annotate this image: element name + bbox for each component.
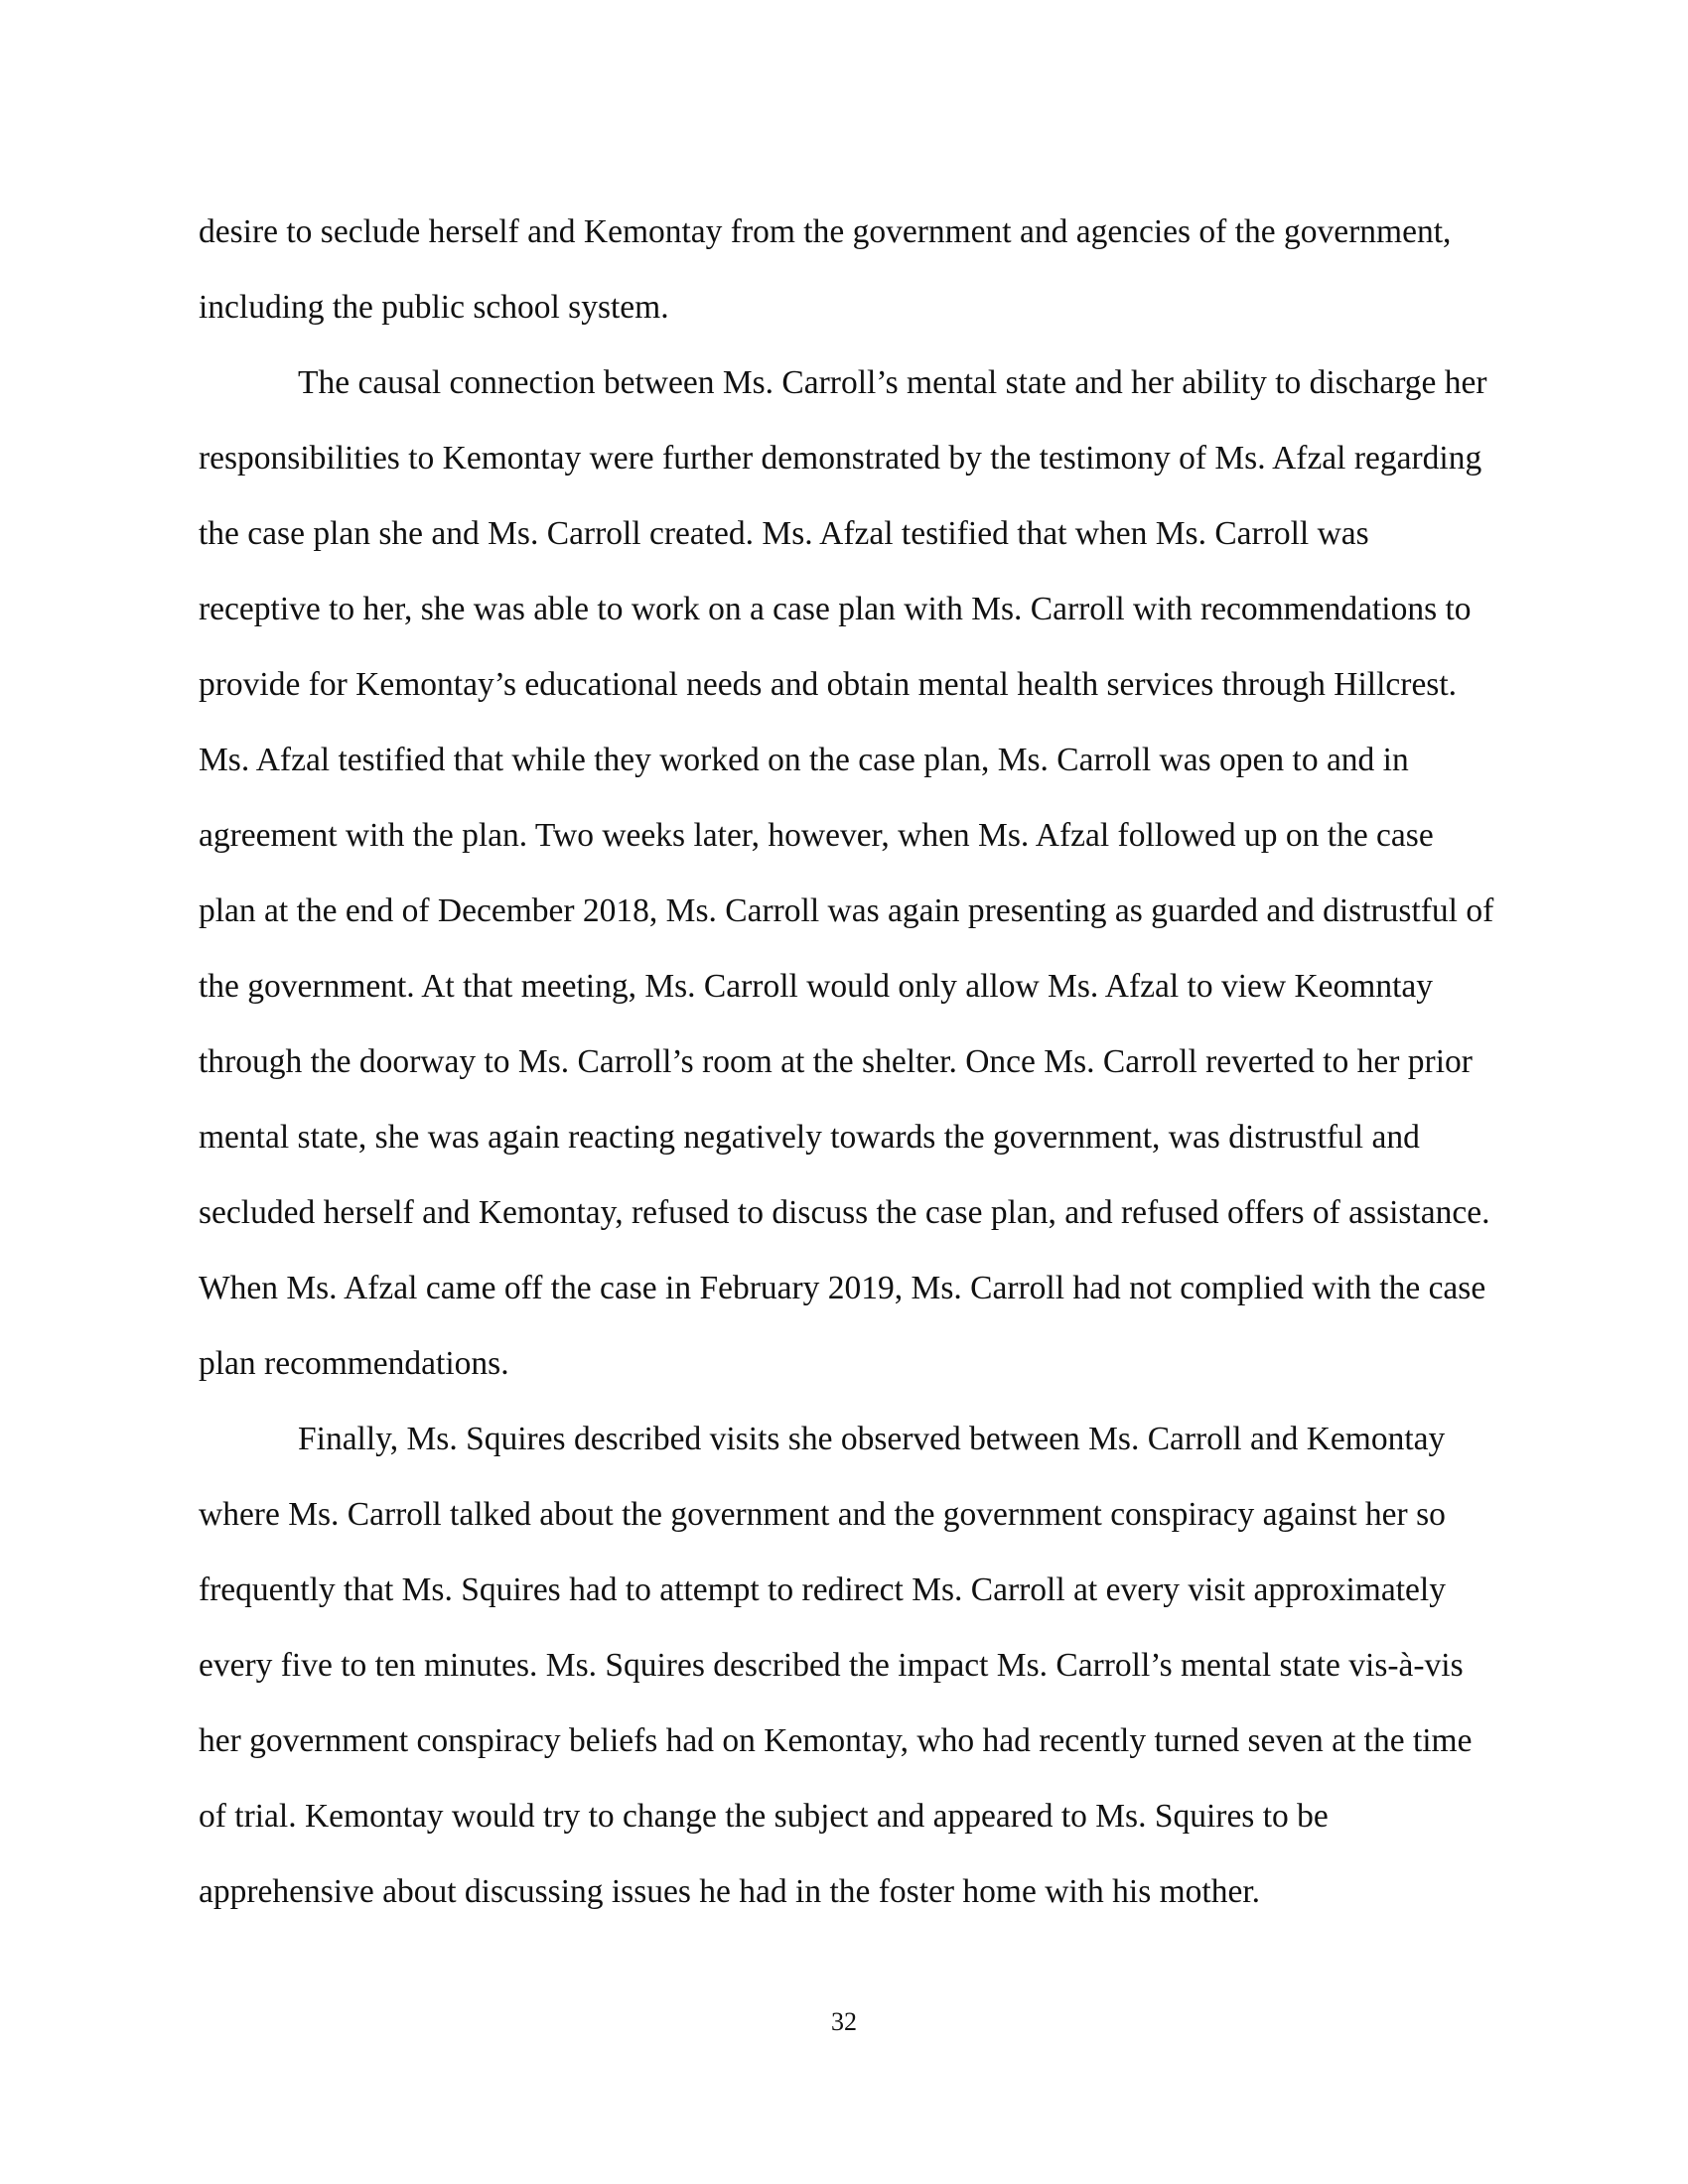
text-line: the government. At that meeting, Ms. Carroll would only allow Ms. Afzal to view Keomntay bbox=[199, 968, 1434, 1005]
paragraph-2 bbox=[199, 345, 1494, 1402]
text-line: When Ms. Afzal came off the case in February 2019, Ms. Carroll had not complied with the case bbox=[199, 1270, 1486, 1306]
text-line: apprehensive about discussing issues he had in the foster home with his mother. bbox=[199, 1873, 1261, 1910]
page-number: 32 bbox=[831, 2007, 857, 2036]
text-line: receptive to her, she was able to work on a case plan with Ms. Carroll with recommendations to bbox=[199, 591, 1472, 627]
text-line: plan recommendations. bbox=[199, 1345, 509, 1382]
text-line: frequently that Ms. Squires had to attempt to redirect Ms. Carroll at every visit approximately bbox=[199, 1571, 1446, 1608]
text-line: Finally, Ms. Squires described visits she observed between Ms. Carroll and Kemontay bbox=[298, 1421, 1446, 1457]
text-line: secluded herself and Kemontay, refused to discuss the case plan, and refused offers of assistance. bbox=[199, 1194, 1490, 1231]
text-line: provide for Kemontay’s educational needs and obtain mental health services through Hillcrest. bbox=[199, 666, 1458, 703]
body-text bbox=[199, 195, 1494, 1930]
text-line: through the doorway to Ms. Carroll’s room at the shelter. Once Ms. Carroll reverted to her prior bbox=[199, 1043, 1473, 1080]
text-line: desire to seclude herself and Kemontay from the government and agencies of the government, bbox=[199, 213, 1452, 250]
paragraph-1 bbox=[199, 195, 1489, 345]
text-line: plan at the end of December 2018, Ms. Carroll was again presenting as guarded and distrustful of bbox=[199, 892, 1494, 929]
text-line: every five to ten minutes. Ms. Squires described the impact Ms. Carroll’s mental state vis-à-vis bbox=[199, 1647, 1464, 1684]
text-line: the case plan she and Ms. Carroll created. Ms. Afzal testified that when Ms. Carroll was bbox=[199, 515, 1369, 552]
text-line: responsibilities to Kemontay were further demonstrated by the testimony of Ms. Afzal regarding bbox=[199, 440, 1482, 477]
text-line: agreement with the plan. Two weeks later, however, when Ms. Afzal followed up on the case bbox=[199, 817, 1434, 854]
text-line: mental state, she was again reacting negatively towards the government, was distrustful and bbox=[199, 1119, 1420, 1156]
text-line: her government conspiracy beliefs had on Kemontay, who had recently turned seven at the time bbox=[199, 1722, 1473, 1759]
text-line: including the public school system. bbox=[199, 289, 669, 326]
text-line: of trial. Kemontay would try to change the subject and appeared to Ms. Squires to be bbox=[199, 1798, 1329, 1835]
text-line: The causal connection between Ms. Carroll’s mental state and her ability to discharge her bbox=[298, 364, 1487, 401]
text-line: Ms. Afzal testified that while they worked on the case plan, Ms. Carroll was open to and in bbox=[199, 742, 1409, 778]
paragraph-3 bbox=[199, 1402, 1489, 1930]
text-line: where Ms. Carroll talked about the government and the government conspiracy against her so bbox=[199, 1496, 1446, 1533]
